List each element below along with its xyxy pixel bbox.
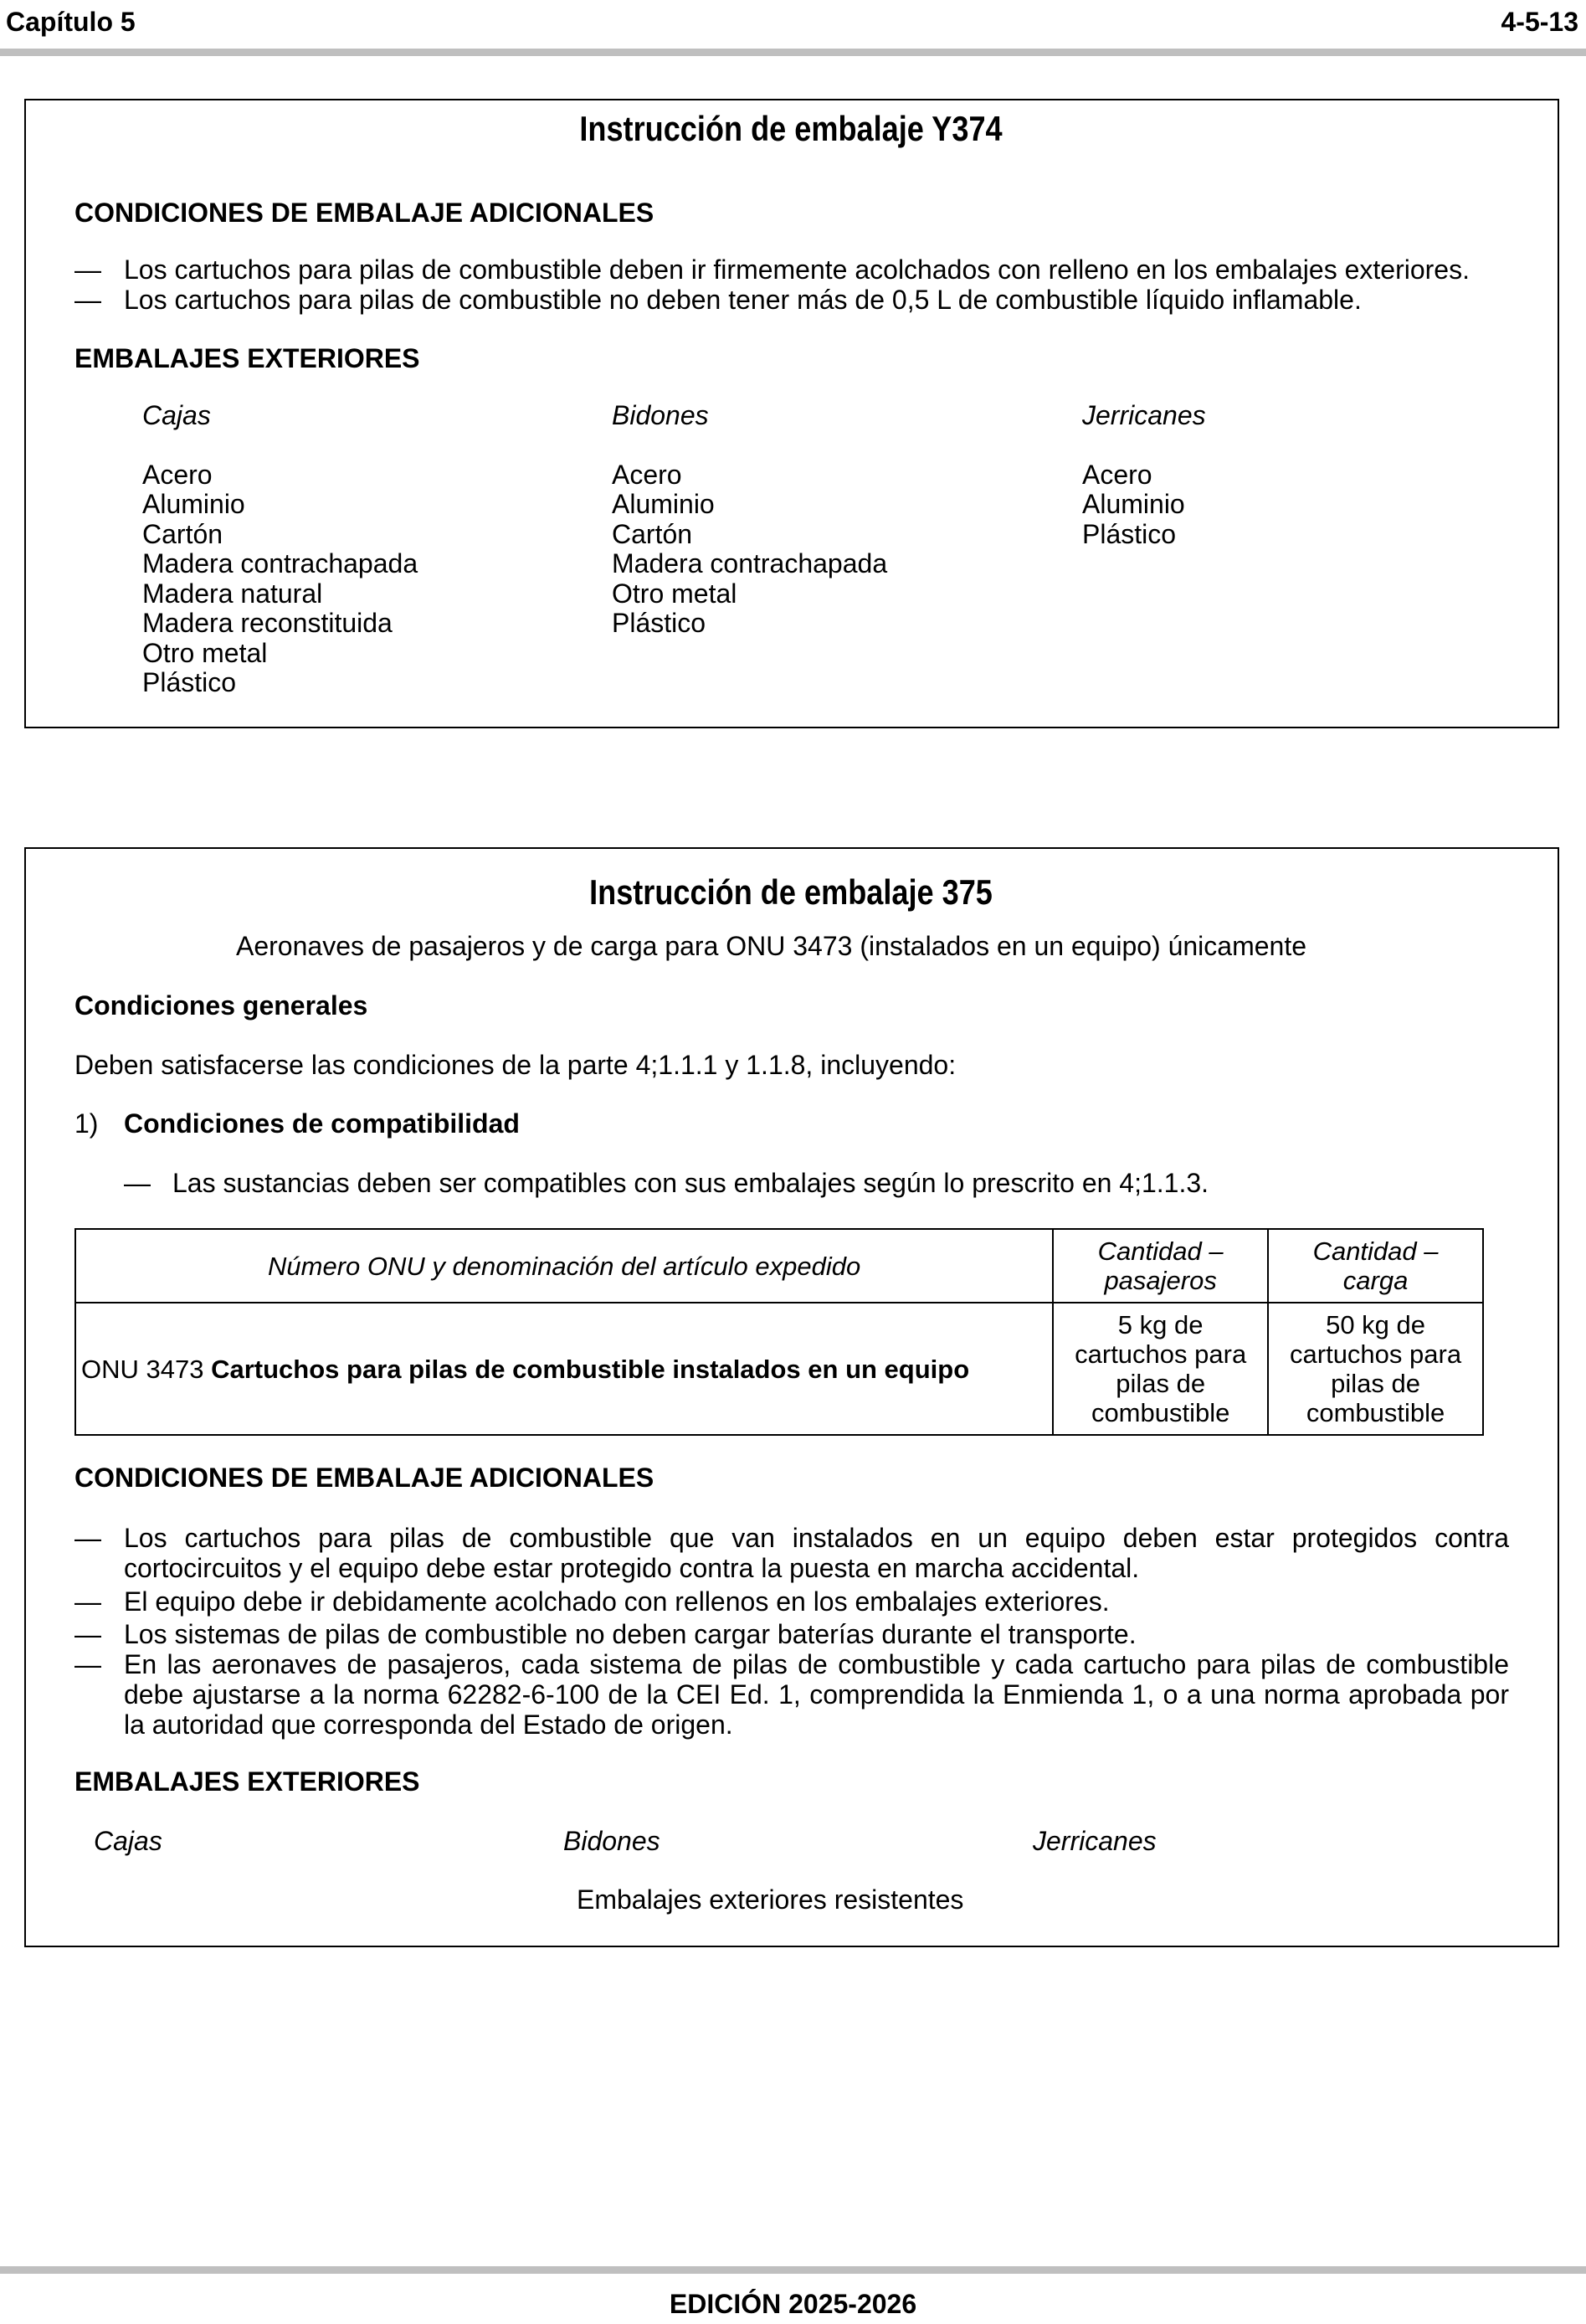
cell-passenger: 5 kg de cartuchos para pilas de combustible bbox=[1053, 1303, 1268, 1435]
dash: — bbox=[124, 1168, 151, 1198]
i375-condition-4: En las aeronaves de pasajeros, cada sistema de pilas de combustible y cada cartucho para pilas de combustible debe ajustarse a la norma 62282-6-100 de la CEI Ed. 1, comprendida la Enmienda 1, o a una norma aprobada por la autoridad que corresponda del Estado de origen. bbox=[124, 1649, 1509, 1740]
i375-condition-1: Los cartuchos para pilas de combustible que van instalados en un equipo deben estar protegidos contra cortocircuitos y el equipo debe estar protegido contra la puesta en marcha accidental. bbox=[124, 1523, 1509, 1583]
footer-rule bbox=[0, 2266, 1586, 2274]
y374-col-cajas bbox=[142, 401, 418, 698]
cell-cargo: 50 kg de cartuchos para pilas de combustible bbox=[1268, 1303, 1483, 1435]
dash: — bbox=[74, 285, 101, 315]
header-cargo: Cantidad – carga bbox=[1268, 1229, 1483, 1303]
dash: — bbox=[74, 1619, 101, 1649]
list-item: Acero bbox=[612, 459, 682, 490]
i375-subtitle: Aeronaves de pasajeros y de carga para ONU 3473 (instalados en un equipo) únicamente bbox=[236, 931, 1307, 961]
list-item: Cartón bbox=[612, 518, 693, 549]
i375-condition-2: El equipo debe ir debidamente acolchado con rellenos en los embalajes exteriores. bbox=[124, 1586, 1110, 1617]
article-name: Cartuchos para pilas de combustible instalados en un equipo bbox=[211, 1354, 970, 1384]
list-item: Madera contrachapada bbox=[612, 548, 888, 578]
column-heading: Cajas bbox=[142, 400, 211, 430]
list-item: Plástico bbox=[612, 608, 706, 638]
i375-conditions-heading: CONDICIONES DE EMBALAJE ADICIONALES bbox=[74, 1463, 654, 1493]
outer-col-bidones: Bidones bbox=[563, 1826, 660, 1856]
list-item: Madera reconstituida bbox=[142, 608, 393, 638]
header-rule bbox=[0, 49, 1586, 56]
dash: — bbox=[74, 1523, 101, 1553]
cell-un-name bbox=[75, 1303, 1053, 1435]
general-conditions-heading: Condiciones generales bbox=[74, 990, 368, 1021]
list-item: Otro metal bbox=[612, 578, 737, 609]
chapter-label: Capítulo 5 bbox=[6, 7, 136, 37]
list-item: Aluminio bbox=[142, 489, 245, 519]
y374-condition-2: Los cartuchos para pilas de combustible no deben tener más de 0,5 L de combustible líquido inflamable. bbox=[124, 285, 1362, 315]
column-heading: Jerricanes bbox=[1082, 400, 1206, 430]
page-header bbox=[0, 0, 1586, 55]
y374-condition-1: Los cartuchos para pilas de combustible deben ir firmemente acolchados con relleno en los embalajes exteriores. bbox=[124, 255, 1470, 285]
outer-col-cajas: Cajas bbox=[94, 1826, 162, 1856]
y374-col-jerricanes bbox=[1082, 401, 1206, 549]
dash: — bbox=[74, 255, 101, 285]
column-heading: Bidones bbox=[612, 400, 709, 430]
compat-heading: Condiciones de compatibilidad bbox=[124, 1108, 520, 1139]
page-number: 4-5-13 bbox=[1501, 7, 1578, 37]
compat-number: 1) bbox=[74, 1108, 99, 1139]
list-item: Madera natural bbox=[142, 578, 323, 609]
compat-item: Las sustancias deben ser compatibles con sus embalajes según lo prescrito en 4;1.1.3. bbox=[172, 1168, 1209, 1198]
list-item: Plástico bbox=[142, 667, 237, 697]
list-item: Cartón bbox=[142, 518, 223, 549]
list-item: Plástico bbox=[1082, 518, 1177, 549]
y374-col-bidones bbox=[612, 401, 887, 639]
dash: — bbox=[74, 1586, 101, 1617]
list-item: Madera contrachapada bbox=[142, 548, 418, 578]
i375-outer-heading: EMBALAJES EXTERIORES bbox=[74, 1766, 420, 1797]
un-table bbox=[74, 1228, 1484, 1436]
edition-label: EDICIÓN 2025-2026 bbox=[669, 2289, 917, 2319]
general-conditions-text: Deben satisfacerse las condiciones de la parte 4;1.1.1 y 1.1.8, incluyendo: bbox=[74, 1050, 957, 1080]
header-un-name: Número ONU y denominación del artículo expedido bbox=[75, 1229, 1053, 1303]
outer-note: Embalajes exteriores resistentes bbox=[577, 1884, 964, 1915]
list-item: Aluminio bbox=[612, 489, 715, 519]
list-item: Aluminio bbox=[1082, 489, 1185, 519]
y374-title: Instrucción de embalaje Y374 bbox=[579, 109, 1003, 148]
dash: — bbox=[74, 1649, 101, 1679]
un-number: ONU 3473 bbox=[81, 1354, 204, 1384]
list-item: Acero bbox=[142, 459, 213, 490]
i375-condition-3: Los sistemas de pilas de combustible no deben cargar baterías durante el transporte. bbox=[124, 1619, 1137, 1649]
table-row bbox=[75, 1303, 1483, 1435]
y374-conditions-heading: CONDICIONES DE EMBALAJE ADICIONALES bbox=[74, 198, 654, 228]
y374-outer-heading: EMBALAJES EXTERIORES bbox=[74, 343, 420, 373]
table-header-row bbox=[75, 1229, 1483, 1303]
header-passenger: Cantidad – pasajeros bbox=[1053, 1229, 1268, 1303]
list-item: Acero bbox=[1082, 459, 1152, 490]
outer-col-jerricanes: Jerricanes bbox=[1033, 1826, 1157, 1856]
i375-title: Instrucción de embalaje 375 bbox=[589, 872, 993, 912]
list-item: Otro metal bbox=[142, 637, 268, 668]
